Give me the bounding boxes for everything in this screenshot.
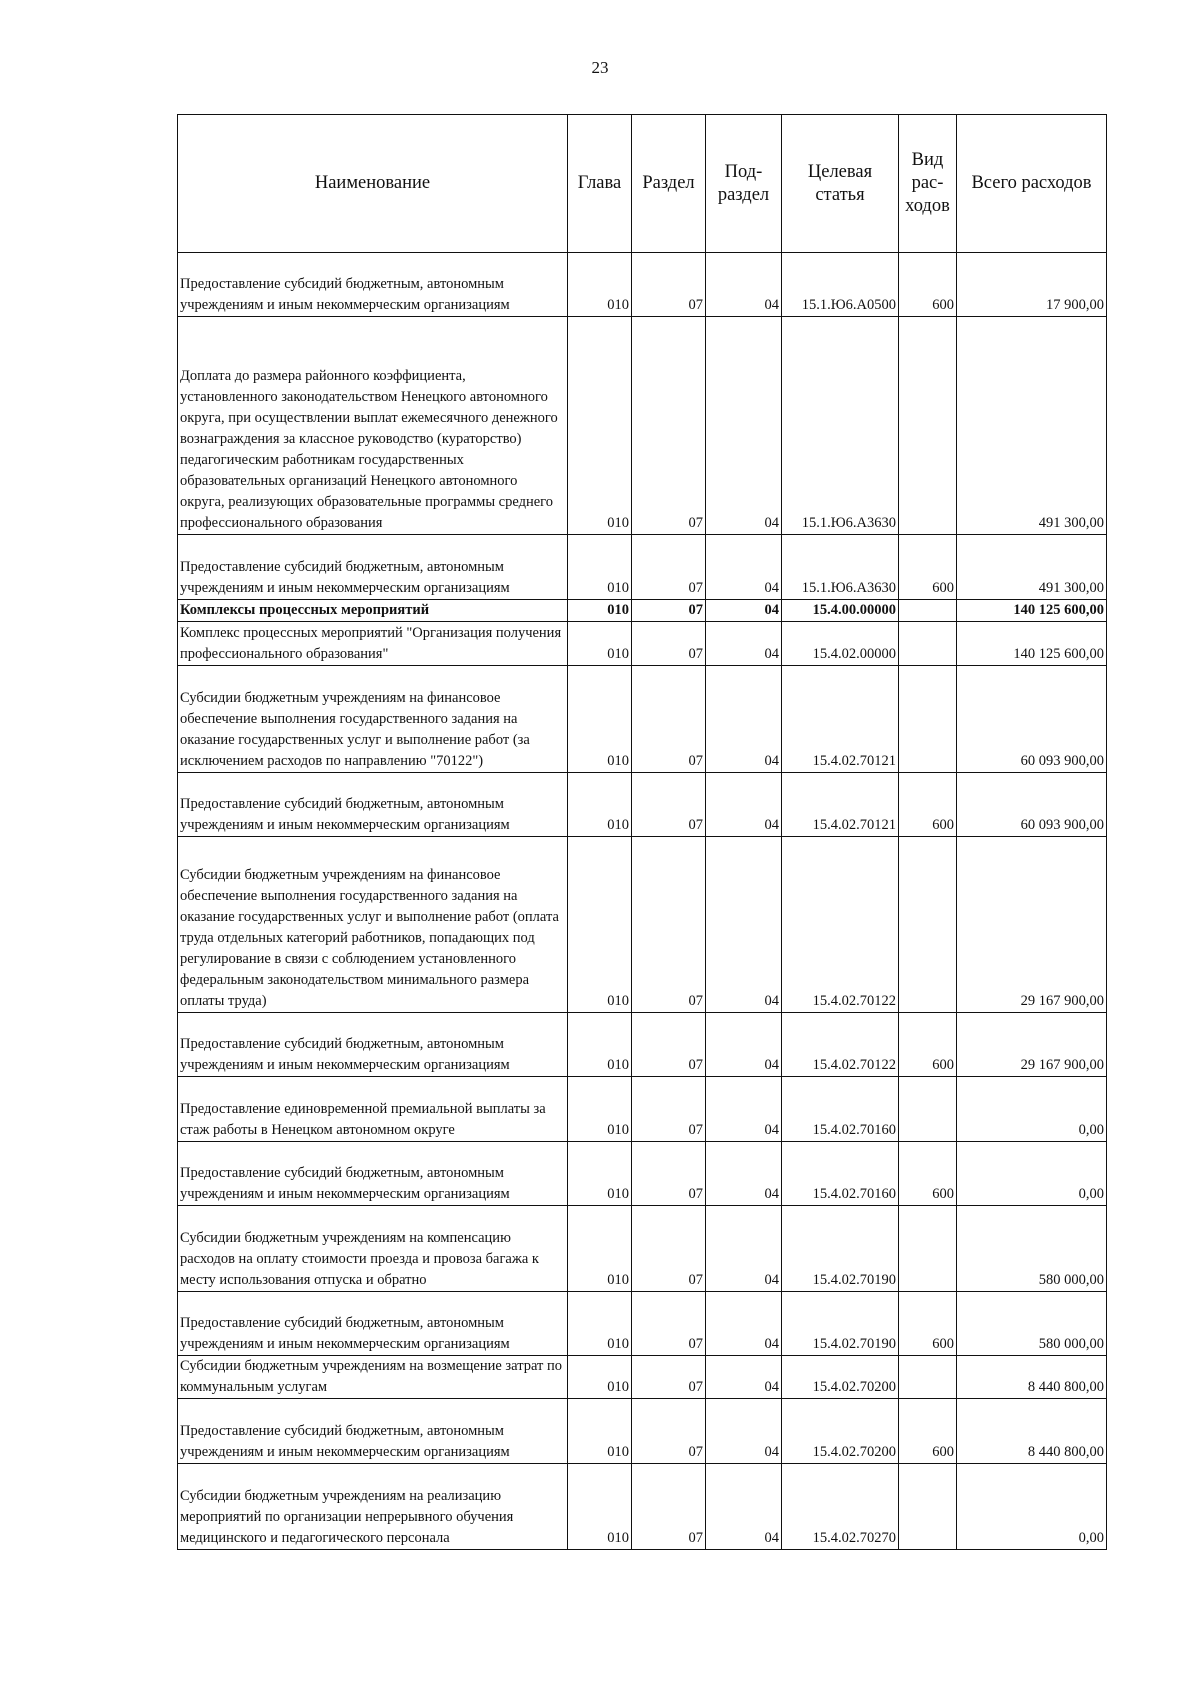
table-row bbox=[178, 666, 1107, 773]
cell-razdel: 07 bbox=[632, 1292, 706, 1356]
cell-razdel: 07 bbox=[632, 666, 706, 773]
header-name: Наименование bbox=[178, 115, 568, 253]
table-row bbox=[178, 837, 1107, 1013]
table-row-section bbox=[178, 600, 1107, 622]
cell-total: 580 000,00 bbox=[957, 1292, 1107, 1356]
table-row bbox=[178, 1077, 1107, 1142]
cell-razdel: 07 bbox=[632, 535, 706, 600]
cell-vid bbox=[899, 600, 957, 622]
cell-name: Субсидии бюджетным учреждениям на финансовое обеспечение выполнения государственного задания на оказание государственных услуг и выполнение работ (за исключением расходов по направлению "70122") bbox=[178, 666, 568, 773]
cell-vid: 600 bbox=[899, 773, 957, 837]
cell-name: Предоставление субсидий бюджетным, автономным учреждениям и иным некоммерческим организациям bbox=[178, 773, 568, 837]
cell-total: 0,00 bbox=[957, 1464, 1107, 1550]
cell-podrazdel: 04 bbox=[706, 622, 782, 666]
cell-total: 491 300,00 bbox=[957, 317, 1107, 535]
cell-total: 60 093 900,00 bbox=[957, 666, 1107, 773]
cell-razdel: 07 bbox=[632, 773, 706, 837]
cell-glava: 010 bbox=[568, 317, 632, 535]
table-row bbox=[178, 1206, 1107, 1292]
table-row bbox=[178, 317, 1107, 535]
cell-podrazdel: 04 bbox=[706, 1013, 782, 1077]
cell-vid bbox=[899, 622, 957, 666]
cell-name: Комплексы процессных мероприятий bbox=[178, 600, 568, 622]
cell-vid: 600 bbox=[899, 1142, 957, 1206]
table-row bbox=[178, 1399, 1107, 1464]
cell-podrazdel: 04 bbox=[706, 837, 782, 1013]
cell-tselevaya: 15.4.02.70121 bbox=[782, 773, 899, 837]
cell-glava: 010 bbox=[568, 600, 632, 622]
cell-podrazdel: 04 bbox=[706, 1464, 782, 1550]
header-tselevaya: Целевая статья bbox=[782, 115, 899, 253]
cell-vid: 600 bbox=[899, 1399, 957, 1464]
cell-total: 0,00 bbox=[957, 1142, 1107, 1206]
cell-glava: 010 bbox=[568, 253, 632, 317]
table-row bbox=[178, 1013, 1107, 1077]
cell-glava: 010 bbox=[568, 1206, 632, 1292]
cell-tselevaya: 15.4.02.70200 bbox=[782, 1399, 899, 1464]
cell-tselevaya: 15.1.Ю6.А3630 bbox=[782, 535, 899, 600]
cell-tselevaya: 15.4.00.00000 bbox=[782, 600, 899, 622]
cell-total: 140 125 600,00 bbox=[957, 600, 1107, 622]
cell-glava: 010 bbox=[568, 1356, 632, 1399]
cell-tselevaya: 15.1.Ю6.А0500 bbox=[782, 253, 899, 317]
cell-glava: 010 bbox=[568, 1142, 632, 1206]
cell-vid: 600 bbox=[899, 1292, 957, 1356]
header-total: Всего расходов bbox=[957, 115, 1107, 253]
cell-glava: 010 bbox=[568, 535, 632, 600]
cell-vid: 600 bbox=[899, 1013, 957, 1077]
cell-total: 140 125 600,00 bbox=[957, 622, 1107, 666]
cell-podrazdel: 04 bbox=[706, 1206, 782, 1292]
cell-name: Предоставление субсидий бюджетным, автономным учреждениям и иным некоммерческим организациям bbox=[178, 535, 568, 600]
cell-podrazdel: 04 bbox=[706, 1142, 782, 1206]
cell-razdel: 07 bbox=[632, 1399, 706, 1464]
cell-podrazdel: 04 bbox=[706, 253, 782, 317]
cell-name: Субсидии бюджетным учреждениям на реализацию мероприятий по организации непрерывного обучения медицинского и педагогического персонала bbox=[178, 1464, 568, 1550]
cell-name: Предоставление субсидий бюджетным, автономным учреждениям и иным некоммерческим организациям bbox=[178, 1013, 568, 1077]
cell-glava: 010 bbox=[568, 773, 632, 837]
cell-glava: 010 bbox=[568, 666, 632, 773]
table-row bbox=[178, 1356, 1107, 1399]
header-razdel: Раздел bbox=[632, 115, 706, 253]
header-vid: Вид рас-ходов bbox=[899, 115, 957, 253]
cell-razdel: 07 bbox=[632, 1077, 706, 1142]
cell-name: Доплата до размера районного коэффициента, установленного законодательством Ненецкого автономного округа, при осуществлении выплат ежемесячного денежного вознаграждения за классное руководство (кураторство) педагогическим работникам государственных образовательных организаций Ненецкого автономного округа, реализующих образовательные программы среднего профессионального образования bbox=[178, 317, 568, 535]
header-podrazdel: Под-раздел bbox=[706, 115, 782, 253]
page-number: 23 bbox=[591, 58, 609, 77]
cell-total: 580 000,00 bbox=[957, 1206, 1107, 1292]
cell-razdel: 07 bbox=[632, 1013, 706, 1077]
cell-vid bbox=[899, 317, 957, 535]
cell-glava: 010 bbox=[568, 1013, 632, 1077]
header-glava: Глава bbox=[568, 115, 632, 253]
cell-glava: 010 bbox=[568, 622, 632, 666]
cell-podrazdel: 04 bbox=[706, 317, 782, 535]
cell-tselevaya: 15.4.02.70190 bbox=[782, 1206, 899, 1292]
cell-vid bbox=[899, 1206, 957, 1292]
cell-vid: 600 bbox=[899, 535, 957, 600]
cell-podrazdel: 04 bbox=[706, 773, 782, 837]
cell-name: Субсидии бюджетным учреждениям на возмещение затрат по коммунальным услугам bbox=[178, 1356, 568, 1399]
cell-razdel: 07 bbox=[632, 317, 706, 535]
budget-table bbox=[177, 114, 1107, 1550]
cell-name: Субсидии бюджетным учреждениям на финансовое обеспечение выполнения государственного задания на оказание государственных услуг и выполнение работ (оплата труда отдельных категорий работников, попадающих под регулирование в связи с соблюдением установленного федеральным законодательством минимального размера оплаты труда) bbox=[178, 837, 568, 1013]
cell-razdel: 07 bbox=[632, 253, 706, 317]
cell-razdel: 07 bbox=[632, 1356, 706, 1399]
cell-razdel: 07 bbox=[632, 837, 706, 1013]
cell-tselevaya: 15.1.Ю6.А3630 bbox=[782, 317, 899, 535]
cell-tselevaya: 15.4.02.70270 bbox=[782, 1464, 899, 1550]
cell-vid bbox=[899, 1464, 957, 1550]
cell-name: Предоставление субсидий бюджетным, автономным учреждениям и иным некоммерческим организациям bbox=[178, 1399, 568, 1464]
table-header-row bbox=[178, 115, 1107, 253]
cell-razdel: 07 bbox=[632, 1464, 706, 1550]
table-row bbox=[178, 1142, 1107, 1206]
cell-glava: 010 bbox=[568, 1077, 632, 1142]
cell-total: 491 300,00 bbox=[957, 535, 1107, 600]
cell-vid bbox=[899, 837, 957, 1013]
table-row bbox=[178, 535, 1107, 600]
table-row bbox=[178, 1292, 1107, 1356]
cell-podrazdel: 04 bbox=[706, 535, 782, 600]
cell-total: 29 167 900,00 bbox=[957, 837, 1107, 1013]
cell-glava: 010 bbox=[568, 1399, 632, 1464]
cell-name: Субсидии бюджетным учреждениям на компенсацию расходов на оплату стоимости проезда и провоза багажа к месту использования отпуска и обратно bbox=[178, 1206, 568, 1292]
cell-podrazdel: 04 bbox=[706, 1399, 782, 1464]
cell-total: 8 440 800,00 bbox=[957, 1356, 1107, 1399]
cell-total: 29 167 900,00 bbox=[957, 1013, 1107, 1077]
cell-name: Предоставление единовременной премиальной выплаты за стаж работы в Ненецком автономном округе bbox=[178, 1077, 568, 1142]
cell-name: Предоставление субсидий бюджетным, автономным учреждениям и иным некоммерческим организациям bbox=[178, 1142, 568, 1206]
table-row bbox=[178, 1464, 1107, 1550]
table-row bbox=[178, 253, 1107, 317]
cell-tselevaya: 15.4.02.70122 bbox=[782, 1013, 899, 1077]
cell-name: Предоставление субсидий бюджетным, автономным учреждениям и иным некоммерческим организациям bbox=[178, 1292, 568, 1356]
cell-podrazdel: 04 bbox=[706, 666, 782, 773]
cell-tselevaya: 15.4.02.70160 bbox=[782, 1142, 899, 1206]
cell-razdel: 07 bbox=[632, 1142, 706, 1206]
cell-tselevaya: 15.4.02.70160 bbox=[782, 1077, 899, 1142]
cell-tselevaya: 15.4.02.00000 bbox=[782, 622, 899, 666]
cell-vid: 600 bbox=[899, 253, 957, 317]
cell-podrazdel: 04 bbox=[706, 1077, 782, 1142]
table-row bbox=[178, 773, 1107, 837]
cell-podrazdel: 04 bbox=[706, 1292, 782, 1356]
cell-total: 8 440 800,00 bbox=[957, 1399, 1107, 1464]
cell-vid bbox=[899, 1356, 957, 1399]
cell-razdel: 07 bbox=[632, 622, 706, 666]
cell-tselevaya: 15.4.02.70121 bbox=[782, 666, 899, 773]
cell-podrazdel: 04 bbox=[706, 1356, 782, 1399]
cell-glava: 010 bbox=[568, 1464, 632, 1550]
cell-name: Предоставление субсидий бюджетным, автономным учреждениям и иным некоммерческим организациям bbox=[178, 253, 568, 317]
cell-name: Комплекс процессных мероприятий "Организация получения профессионального образования" bbox=[178, 622, 568, 666]
cell-podrazdel: 04 bbox=[706, 600, 782, 622]
cell-tselevaya: 15.4.02.70190 bbox=[782, 1292, 899, 1356]
cell-vid bbox=[899, 1077, 957, 1142]
cell-razdel: 07 bbox=[632, 1206, 706, 1292]
table-row bbox=[178, 622, 1107, 666]
cell-glava: 010 bbox=[568, 1292, 632, 1356]
cell-glava: 010 bbox=[568, 837, 632, 1013]
cell-vid bbox=[899, 666, 957, 773]
cell-total: 60 093 900,00 bbox=[957, 773, 1107, 837]
cell-total: 17 900,00 bbox=[957, 253, 1107, 317]
cell-tselevaya: 15.4.02.70122 bbox=[782, 837, 899, 1013]
cell-total: 0,00 bbox=[957, 1077, 1107, 1142]
cell-razdel: 07 bbox=[632, 600, 706, 622]
cell-tselevaya: 15.4.02.70200 bbox=[782, 1356, 899, 1399]
